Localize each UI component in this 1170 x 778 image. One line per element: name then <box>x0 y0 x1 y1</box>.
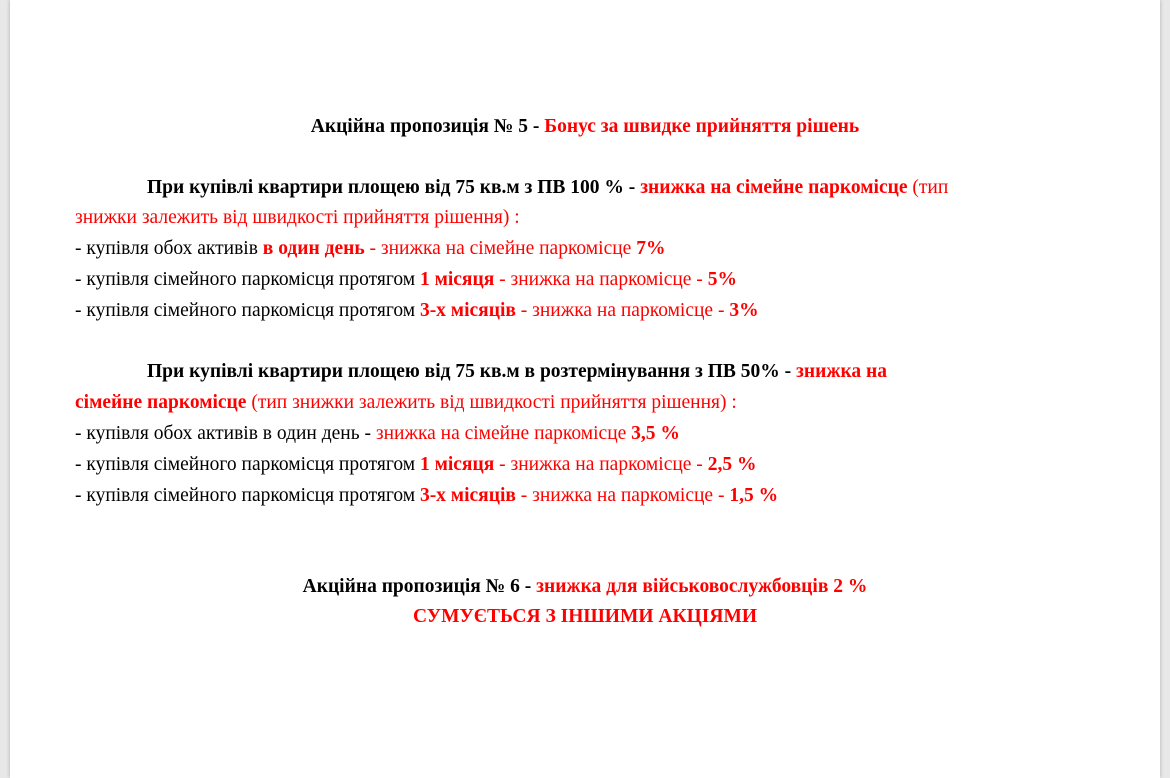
item-prefix: - купівля сімейного паркомісця протягом <box>75 269 420 290</box>
block2-item-1 <box>75 424 680 444</box>
offer6-title <box>10 577 1160 597</box>
block1-intro-line2: знижки залежить від швидкості прийняття рішення) : <box>75 207 520 228</box>
block1-item-1 <box>75 239 665 259</box>
item-value: 5% <box>707 269 737 290</box>
block2-intro-bold: При купівлі квартири площею від 75 кв.м в розтермінування з ПВ 50% - <box>147 361 797 382</box>
block2-item-2 <box>75 455 756 475</box>
item-prefix: - купівля сімейного паркомісця протягом <box>75 454 420 475</box>
offer6-title-prefix: Акційна пропозиція № 6 - <box>302 576 537 597</box>
item-value: 2,5 % <box>707 454 757 475</box>
item-value: 3% <box>729 300 759 321</box>
offer6-title-highlight: знижка для військовослужбовців 2 % <box>536 576 868 597</box>
item-mid: знижка на сімейне паркомісце <box>375 423 632 444</box>
offer5-title-prefix: Акційна пропозиція № 5 - <box>310 116 545 137</box>
block1-item-2 <box>75 270 737 290</box>
block1-intro-line1 <box>147 178 948 198</box>
item-value: 7% <box>636 238 666 259</box>
offer5-title-highlight: Бонус за швидке прийняття рішень <box>544 116 860 137</box>
block1-intro-red-tail: (тип <box>907 177 949 198</box>
block2-intro-red-bold-1: знижка на <box>796 361 888 382</box>
block1-intro-bold: При купівлі квартири площею від 75 кв.м з ПВ 100 % - <box>147 177 641 198</box>
item-prefix: - купівля обох активів в один день - <box>75 423 376 444</box>
block2-intro-line1 <box>147 362 887 382</box>
item-term: 3-х місяців <box>419 485 516 506</box>
item-mid: - знижка на паркомісце - <box>515 485 730 506</box>
item-term: 1 місяця <box>419 454 495 475</box>
item-value: 3,5 % <box>631 423 680 444</box>
item-term: 3-х місяців <box>419 300 516 321</box>
document-page <box>10 0 1160 778</box>
block2-item-3 <box>75 486 778 506</box>
block1-item-3 <box>75 301 759 321</box>
item-term: в один день <box>262 238 365 259</box>
item-mid: - знижка на сімейне паркомісце <box>364 238 637 259</box>
offer5-title <box>10 117 1160 137</box>
block2-intro-red-bold-2: сімейне паркомісце <box>75 392 247 413</box>
offer6-note: СУМУЄТЬСЯ З ІНШИМИ АКЦІЯМИ <box>412 606 758 627</box>
item-mid: - знижка на паркомісце - <box>494 454 708 475</box>
item-prefix: - купівля сімейного паркомісця протягом <box>75 485 420 506</box>
block1-intro-red-bold: знижка на сімейне паркомісце <box>640 177 908 198</box>
item-term: 1 місяця <box>419 269 495 290</box>
item-mid: - знижка на паркомісце - <box>494 269 708 290</box>
item-prefix: - купівля сімейного паркомісця протягом <box>75 300 420 321</box>
item-mid: - знижка на паркомісце - <box>515 300 730 321</box>
item-value: 1,5 % <box>729 485 779 506</box>
block2-intro-line2 <box>75 393 737 413</box>
block2-intro-red-tail: (тип знижки залежить від швидкості прийняття рішення) : <box>246 392 737 413</box>
item-prefix: - купівля обох активів <box>75 238 263 259</box>
